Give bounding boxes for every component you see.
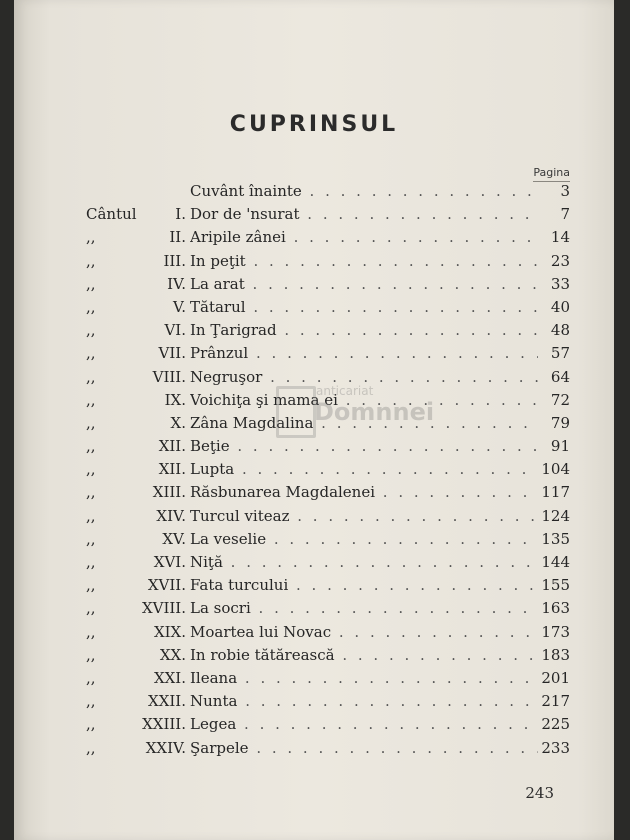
toc-entry-page: 3 — [560, 182, 570, 200]
toc-entry-prefix: ,, — [86, 529, 96, 548]
toc-entry-title: Beţie . . . — [190, 435, 538, 458]
toc-entry-roman: XVII. — [147, 576, 186, 595]
toc-entry-prefix: ,, — [86, 645, 96, 664]
toc-entry-page: 79 — [550, 413, 570, 432]
toc-entry-prefix: ,, — [86, 228, 96, 247]
toc-entry-title: Aripile zânei . . . — [190, 226, 538, 249]
toc-entry-title: In robie tătărească . . . — [190, 644, 538, 667]
toc-entry-page: 33 — [550, 274, 570, 293]
toc-entry-page: 183 — [541, 645, 570, 664]
toc-entry — [14, 342, 614, 365]
toc-entry-roman: IX. — [164, 390, 186, 409]
toc-entry-roman: XVIII. — [141, 599, 186, 618]
watermark-top-text: anticariat — [316, 384, 374, 398]
toc-entry-page: 91 — [550, 437, 570, 456]
toc-entry — [14, 667, 614, 690]
toc-entry-roman: XII. — [158, 437, 186, 456]
toc-entry-prefix: ,, — [86, 738, 96, 757]
toc-entry-roman: IV. — [167, 274, 186, 293]
toc-entry — [14, 250, 614, 273]
toc-entry-roman: VII. — [158, 344, 186, 363]
toc-entry-roman: XXIII. — [142, 715, 186, 734]
toc-entry-prefix: ,, — [86, 622, 96, 641]
toc-entry — [14, 574, 614, 597]
toc-entry-title: In Ţarigrad . . . — [190, 319, 538, 342]
table-of-contents — [14, 180, 614, 760]
toc-entry-title: Fata turcului . . . — [190, 574, 538, 597]
toc-entry-title: La socri . . . — [190, 597, 538, 620]
toc-entry — [14, 481, 614, 504]
toc-entry-title: In peţit . . . — [190, 250, 538, 273]
toc-entry — [14, 273, 614, 296]
toc-entry-page: 233 — [541, 738, 570, 757]
toc-entry-page: 124 — [541, 506, 570, 525]
toc-entry — [14, 690, 614, 713]
toc-entry-roman: XII. — [158, 460, 186, 479]
toc-entry-prefix: ,, — [86, 506, 96, 525]
toc-entry-prefix: ,, — [86, 599, 96, 618]
toc-entry-roman: XXI. — [153, 668, 186, 687]
toc-entry-roman: XXII. — [148, 692, 186, 711]
toc-entry-prefix: ,, — [86, 692, 96, 711]
toc-entry-roman: II. — [169, 228, 186, 247]
toc-entry-prefix: ,, — [86, 367, 96, 386]
toc-entry-title: Tătarul . . . — [190, 296, 538, 319]
toc-entry-prefix: ,, — [86, 576, 96, 595]
toc-entry — [14, 296, 614, 319]
watermark-frame-icon — [276, 386, 316, 438]
watermark-logo — [276, 380, 435, 450]
toc-entry — [14, 528, 614, 551]
toc-entry-roman: VIII. — [152, 367, 186, 386]
toc-entry-prefix: ,, — [86, 251, 96, 270]
toc-entry — [14, 319, 614, 342]
toc-entry-title: Cuvânt înainte . . . — [190, 180, 538, 203]
toc-entry-prefix: ,, — [86, 321, 96, 340]
toc-entry-prefix: ,, — [86, 715, 96, 734]
toc-entry — [14, 597, 614, 620]
toc-entry-title: Dor de 'nsurat . . . — [190, 203, 538, 226]
toc-entry-title: Niţă . . . — [190, 551, 538, 574]
toc-entry-prefix: ,, — [86, 668, 96, 687]
book-page — [14, 0, 614, 840]
page-number: 243 — [525, 784, 554, 802]
toc-entry — [14, 226, 614, 249]
toc-entry-page: 40 — [550, 297, 570, 316]
toc-entry-page: 163 — [541, 599, 570, 618]
toc-entry-title: Prânzul . . . — [190, 342, 538, 365]
toc-entry-roman: XXIV. — [145, 738, 186, 757]
toc-entry-page: 57 — [550, 344, 570, 363]
toc-entry-title: Nunta . . . — [190, 690, 538, 713]
toc-entry-page: 104 — [541, 460, 570, 479]
page-title: CUPRINSUL — [229, 112, 399, 137]
page-column-header: Pagina — [533, 166, 570, 182]
toc-entry-title: Voichiţa şi mama ei . . . — [190, 389, 538, 412]
toc-entry-page: 225 — [541, 715, 570, 734]
toc-entry-page: 144 — [541, 553, 570, 571]
toc-entry — [14, 180, 614, 203]
toc-entry-roman: VI. — [164, 321, 186, 340]
toc-entry-roman: XV. — [162, 529, 186, 548]
toc-entry — [14, 551, 614, 574]
toc-entry-title: Turcul viteaz . . . — [190, 505, 538, 528]
toc-entry-prefix: ,, — [86, 390, 96, 409]
toc-entry-roman: XIX. — [153, 622, 186, 641]
toc-entry — [14, 737, 614, 760]
toc-entry-title: Legea . . . — [190, 713, 538, 736]
toc-entry-page: 217 — [541, 692, 570, 711]
toc-entry-page: 117 — [541, 483, 570, 502]
toc-entry-roman: I. — [175, 205, 186, 224]
toc-entry-title: La arat . . . — [190, 273, 538, 296]
toc-entry-page: 14 — [550, 228, 570, 247]
toc-entry-title: Şarpele . . . — [190, 737, 538, 760]
toc-entry-page: 173 — [541, 622, 570, 641]
toc-entry-roman: III. — [163, 251, 186, 270]
toc-entry-prefix: Cântul — [86, 205, 137, 224]
toc-entry-prefix: ,, — [86, 553, 96, 571]
toc-entry-roman: XIV. — [156, 506, 186, 525]
toc-entry-roman: XVI. — [153, 553, 186, 571]
toc-entry-prefix: ,, — [86, 344, 96, 363]
toc-entry-title: La veselie . . . — [190, 528, 538, 551]
toc-entry — [14, 621, 614, 644]
toc-entry-roman: XIII. — [152, 483, 186, 502]
toc-entry-page: 201 — [541, 668, 570, 687]
toc-entry-title: Lupta . . . — [190, 458, 538, 481]
toc-entry-prefix: ,, — [86, 274, 96, 293]
toc-entry-roman: X. — [170, 413, 186, 432]
toc-entry-title: Moartea lui Novac . . . — [190, 621, 538, 644]
toc-entry-prefix: ,, — [86, 437, 96, 456]
toc-entry — [14, 458, 614, 481]
toc-entry-page: 72 — [550, 390, 570, 409]
toc-entry-title: Zâna Magdalina . . . — [190, 412, 538, 435]
toc-entry — [14, 644, 614, 667]
toc-entry-roman: V. — [173, 297, 186, 316]
toc-entry-title: Ileana . . . — [190, 667, 538, 690]
toc-entry-page: 7 — [560, 205, 570, 224]
toc-entry — [14, 203, 614, 226]
toc-entry — [14, 505, 614, 528]
toc-entry-page: 155 — [541, 576, 570, 595]
toc-entry-page: 135 — [541, 529, 570, 548]
watermark-bottom-text: Domnnei — [314, 398, 435, 426]
toc-entry-page: 64 — [550, 367, 570, 386]
toc-entry-prefix: ,, — [86, 413, 96, 432]
toc-entry-page: 48 — [550, 321, 570, 340]
toc-entry-prefix: ,, — [86, 483, 96, 502]
toc-entry-prefix: ,, — [86, 297, 96, 316]
toc-entry-title: Negruşor . . . — [190, 366, 538, 389]
toc-entry-page: 23 — [550, 251, 570, 270]
toc-entry — [14, 713, 614, 736]
toc-entry-title: Răsbunarea Magdalenei . . . — [190, 481, 538, 504]
toc-entry-prefix: ,, — [86, 460, 96, 479]
toc-entry-roman: XX. — [159, 645, 186, 664]
